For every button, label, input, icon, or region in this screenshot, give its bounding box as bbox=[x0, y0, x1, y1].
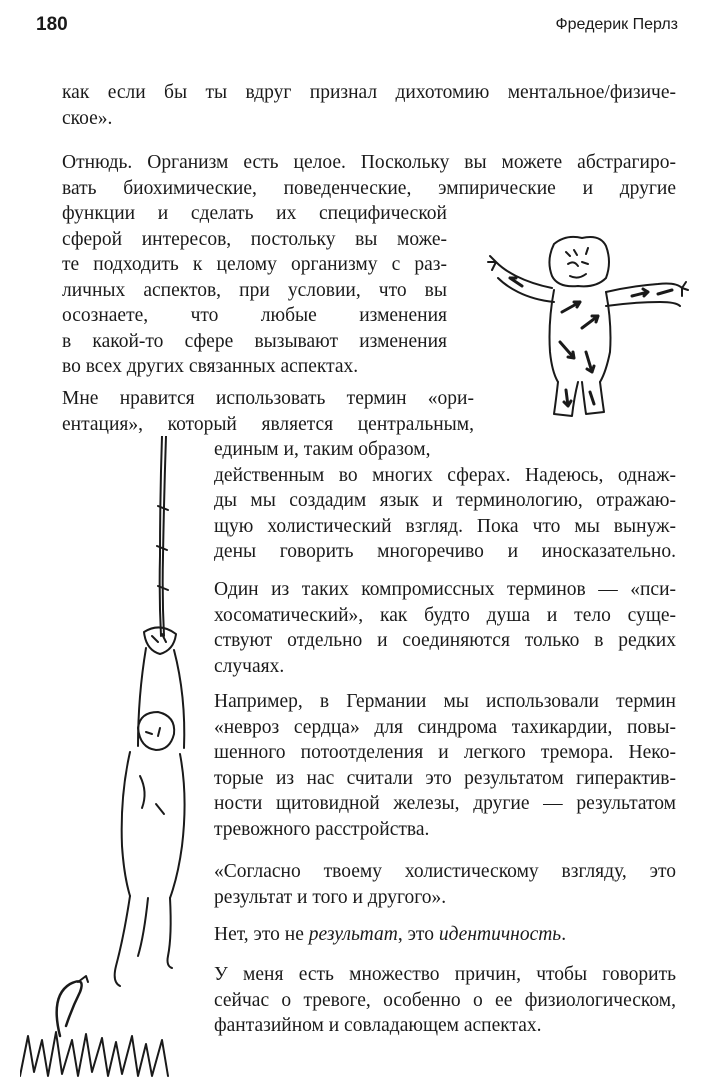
text-line: Например, в Германии мы использовали термин bbox=[214, 691, 676, 712]
text-line: во всех других связанных аспектах. bbox=[62, 356, 359, 377]
text-line: единым и, таким образом, bbox=[214, 439, 431, 460]
text-line: ствуют отдельно и соединяются только в редких bbox=[214, 630, 676, 651]
text-line: хосоматический», как будто душа и тело суще- bbox=[214, 604, 676, 626]
text-line: ское». bbox=[62, 107, 113, 129]
text-line: ды мы создадим язык и терминологию, отражаю- bbox=[214, 490, 676, 511]
text-line: «невроз сердца» для синдрома тахикардии, повы- bbox=[214, 716, 676, 738]
text-line: Отнюдь. Организм есть целое. Поскольку вы можете абстрагиро- bbox=[62, 152, 676, 173]
paragraph-wrapped bbox=[62, 201, 447, 380]
emphasis-text: результат bbox=[308, 924, 398, 945]
page-header bbox=[0, 14, 708, 36]
text-line: в какой-то сфере вызывают изменения bbox=[62, 330, 447, 352]
text-line: «Согласно твоему холистическому взгляду, это bbox=[214, 861, 676, 882]
text-line: Мне нравится использовать термин «ори- bbox=[62, 388, 474, 409]
figure-with-arrows-illustration bbox=[482, 232, 690, 427]
emphasis-text: идентичность bbox=[438, 924, 562, 945]
text-line: сферой интересов, постольку вы може- bbox=[62, 228, 447, 250]
paragraph bbox=[214, 577, 676, 679]
text-line: торые из нас считали это результатом гиперактив- bbox=[214, 767, 676, 789]
text-line: ентация», который является центральным, bbox=[62, 413, 474, 435]
text-line bbox=[214, 922, 676, 948]
page-number: 180 bbox=[36, 14, 68, 35]
text-line: как если бы ты вдруг признал дихотомию ментальное/физиче- bbox=[62, 82, 676, 103]
text-line: ности щитовидной железы, другие — результатом bbox=[214, 793, 676, 814]
running-head: Фредерик Перлз bbox=[555, 16, 678, 33]
paragraph bbox=[62, 80, 676, 131]
paragraph bbox=[62, 150, 676, 201]
figure-hanging-on-rope-illustration bbox=[20, 436, 210, 1084]
text-line: осознаете, что любые изменения bbox=[62, 305, 447, 326]
paragraph bbox=[214, 922, 676, 948]
text-line: фантазийном и совладающем аспектах. bbox=[214, 1015, 542, 1036]
text-run: . bbox=[561, 924, 567, 945]
text-line: случаях. bbox=[214, 655, 285, 677]
text-line: тревожного расстройства. bbox=[214, 818, 430, 840]
text-line: результат и того и другого». bbox=[214, 886, 447, 908]
text-line: личных аспектов, при условии, что вы bbox=[62, 279, 447, 301]
text-line: действенным во многих сферах. Надеюсь, однаж- bbox=[214, 464, 676, 486]
paragraph-wrapped bbox=[214, 437, 676, 565]
paragraph bbox=[214, 859, 676, 910]
text-line: У меня есть множество причин, чтобы говорить bbox=[214, 964, 676, 985]
paragraph bbox=[62, 386, 474, 437]
text-line: те подходить к целому организму с раз- bbox=[62, 254, 447, 275]
text-line: шенного потоотделения и легкого тремора. Неко- bbox=[214, 742, 676, 763]
text-run: , это bbox=[397, 924, 439, 945]
paragraph bbox=[214, 689, 676, 842]
text-line: функции и сделать их специфической bbox=[62, 203, 447, 224]
text-line: дены говорить многоречиво и иносказательно. bbox=[214, 541, 676, 562]
text-line: вать биохимические, поведенческие, эмпирические и другие bbox=[62, 177, 676, 199]
paragraph bbox=[214, 962, 676, 1039]
text-run: Нет, это не bbox=[214, 924, 309, 945]
text-line: Один из таких компромиссных терминов — «пси- bbox=[214, 579, 676, 600]
text-line: щую холистический взгляд. Пока что мы вынуж- bbox=[214, 515, 676, 537]
text-line: сейчас о тревоге, особенно о ее физиологическом, bbox=[214, 989, 676, 1011]
